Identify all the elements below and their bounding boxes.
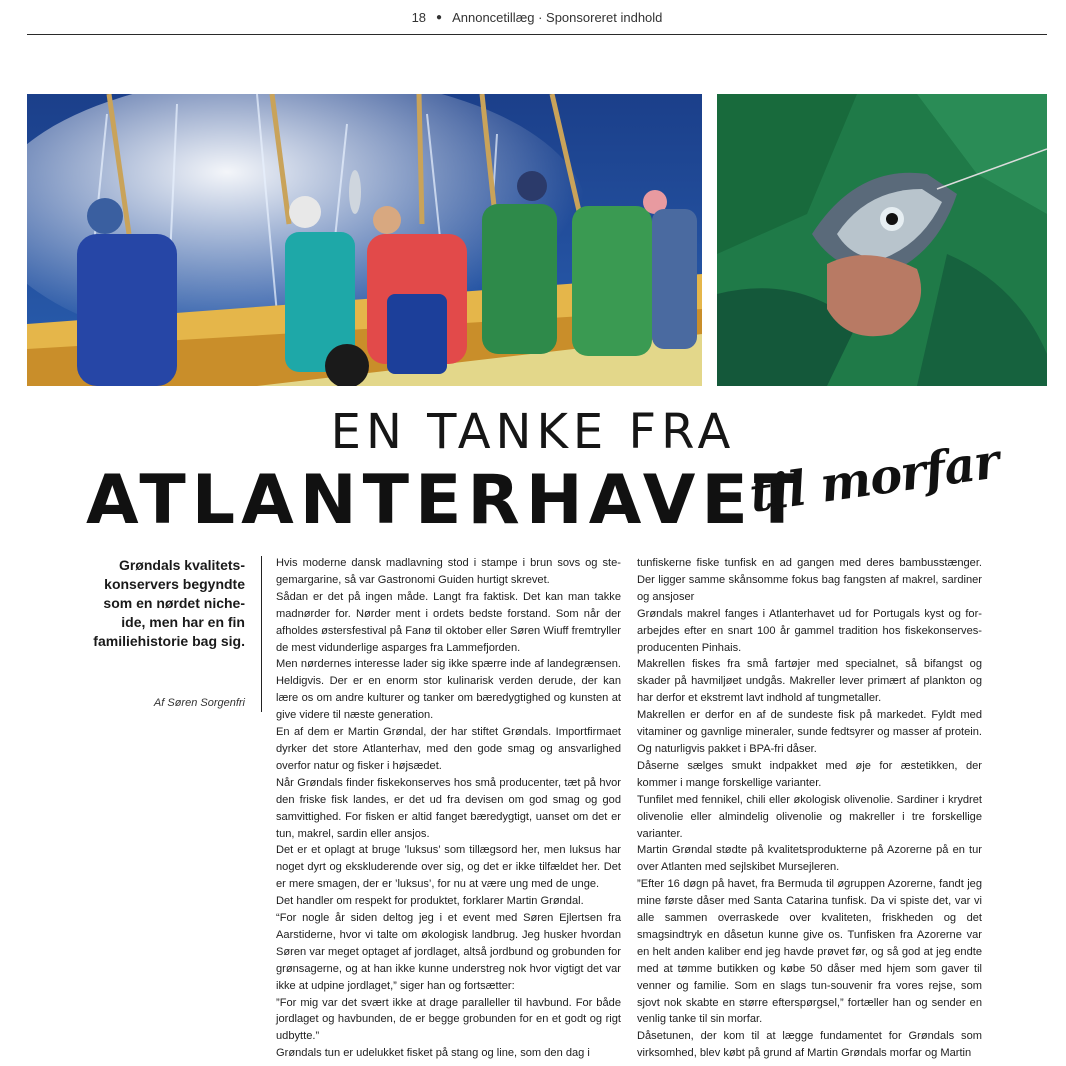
paragraph: Sådan er det på ingen måde. Langt fra faktisk. Det kan man takke madnørder for. Nørder ment i ordets bedste forstand. Som når der afholdes østersfestival på Fanø til oktober eller Søren Wiuff fremtryller de mest vidunderlige asparges fra Lammefjorden. bbox=[276, 590, 621, 654]
section-label: Annoncetillæg · Sponsoreret indhold bbox=[452, 9, 663, 25]
paragraph: Dåserne sælges smukt indpakket med øje for æstetikken, der kommer i mange forskellige varianter. bbox=[637, 759, 982, 789]
article-column-2 bbox=[637, 555, 982, 1062]
fishermen-photo bbox=[27, 94, 702, 386]
paragraph: tunfiskerne fiske tunfisk en ad gangen med deres bambusstænger. Der ligger samme skånsomme fokus bag fangsten af makrel, sardiner og ansjoser bbox=[637, 557, 982, 603]
page-number: 18 bbox=[411, 9, 427, 25]
paragraph: “For nogle år siden deltog jeg i et event med Søren Ejlertsen fra Aarstiderne, hvor vi talte om økologisk landbrug. Jeg husker hvordan Søren var meget optaget af jordlaget, altså jordbund og grobunden for grønsagerne, og at han ikke kunne understreg nok hvor vigtigt det var ikke at udpine jordlaget,” siger han og fortsætter: bbox=[276, 912, 621, 992]
intro-divider bbox=[261, 556, 262, 712]
headline-line-1: EN TANKE FRA bbox=[330, 404, 736, 460]
paragraph: En af dem er Martin Grøndal, der har stiftet Grøndals. Importfirmaet dyrker det store Atlanterhav, med den gode smag og ansvarlighed overfor natur og fisker i højsædet. bbox=[276, 726, 621, 772]
paragraph: ”For mig var det svært ikke at drage paralleller til havbund. For både jordlaget og havbunden, de er begge grobunden for en et godt og rigt udbytte.” bbox=[276, 996, 621, 1043]
page-header bbox=[27, 0, 1047, 35]
article-column-1 bbox=[276, 555, 621, 1062]
paragraph: Martin Grøndal stødte på kvalitetsprodukterne på Azorerne på en tur over Atlanten med sejlskibet Mursejleren. bbox=[637, 844, 982, 874]
paragraph: Tunfilet med fennikel, chili eller økologisk olivenolie. Sardiner i krydret olivenolie eller almindelig olivenolie og makreller i tre forskellige varianter. bbox=[637, 793, 982, 840]
tuna-photo bbox=[717, 94, 1047, 386]
paragraph: Grøndals tun er udelukket fisket på stang og line, som den dag i bbox=[276, 1047, 590, 1060]
paragraph: Når Grøndals finder fiskekonserves hos små producenter, tæt på hvor den friske fisk landes, er det ud fra devisen om god smag og god samvittighed. For fisken er altid fanget bæredygtigt, uanset om det er tun, makrel, sardin eller ansjos. bbox=[276, 776, 621, 840]
paragraph: ”Efter 16 døgn på havet, fra Bermuda til øgruppen Azorerne, fandt jeg mine første dåser med Santa Catarina tunfisk. Da vi spiste det, var vi alle sammen overraskede over kvaliteten, friskheden og det smagsindtryk en dåsetun kunne give os. Tunfisken fra Azorerne var en helt anden kaliber end jeg havde prøvet før, og så god at jeg endte med at tømme butikken og købe 50 dåser med hjem som gaver til venner og familie. Som en slags tun-souvenir fra vores rejse, som sjovt nok skabte en større efterspørgsel,” fortæller han og sender en venlig tanke til sin morfar. bbox=[637, 878, 982, 1026]
paragraph: Det er et oplagt at bruge ’luksus’ som tillægsord her, men luksus har noget dyrt og ekskluderende over sig, og det er ikke tilfældet her. Det er mere smagen, der er ’luksus’, for nu at være ung med de unge. bbox=[276, 844, 621, 891]
byline: Af Søren Sorgenfri bbox=[153, 697, 245, 709]
paragraph: Dåsetunen, der kom til at lægge fundamentet for Grøndals som virksomhed, blev købt på grund af Martin Grøndals morfar og Martin bbox=[637, 1030, 982, 1060]
headline-line-2: ATLANTERHAVET bbox=[86, 461, 807, 540]
paragraph: Makrellen fiskes fra små fartøjer med specialnet, så bifangst og skader på havmiljøet undgås. Makreller lever primært af plankton og har derfor et ekstremt lavt indhold af tungmetaller. bbox=[637, 658, 982, 705]
intro-text: Grøndals kvalitets-konservers begyndte som en nørdet niche-ide, men har en fin familiehistorie bag sig. bbox=[93, 557, 245, 649]
paragraph: Hvis moderne dansk madlavning stod i stampe i brun sovs og ste-gemargarine, så var Gastronomi Guiden hurtigt skrevet. bbox=[276, 557, 621, 586]
paragraph: Grøndals makrel fanges i Atlanterhavet ud for Portugals kyst og for-arbejdes efter en snart 100 år gammel tradition hos fiskekonserves-producenten Pinhais. bbox=[637, 607, 982, 654]
headline-script: til morfar bbox=[746, 433, 1002, 524]
separator-dot: ● bbox=[436, 11, 443, 23]
paragraph: Det handler om respekt for produktet, forklarer Martin Grøndal. bbox=[276, 895, 584, 908]
paragraph: Men nørdernes interesse lader sig ikke spærre inde af landegrænsen. Heldigvis. Der er en enorm stor kulinarisk verden derude, der kan lære os om andre kulturer og tanker om bæredygtighed og kunsten at give videre til næste generation. bbox=[276, 658, 621, 722]
paragraph: Makrellen er derfor en af de sundeste fisk på markedet. Fyldt med vitaminer og gavnlige mineraler, sunde fedtsyrer og masser af protein. Og naturligvis pakket i BPA-fri dåser. bbox=[637, 709, 982, 755]
